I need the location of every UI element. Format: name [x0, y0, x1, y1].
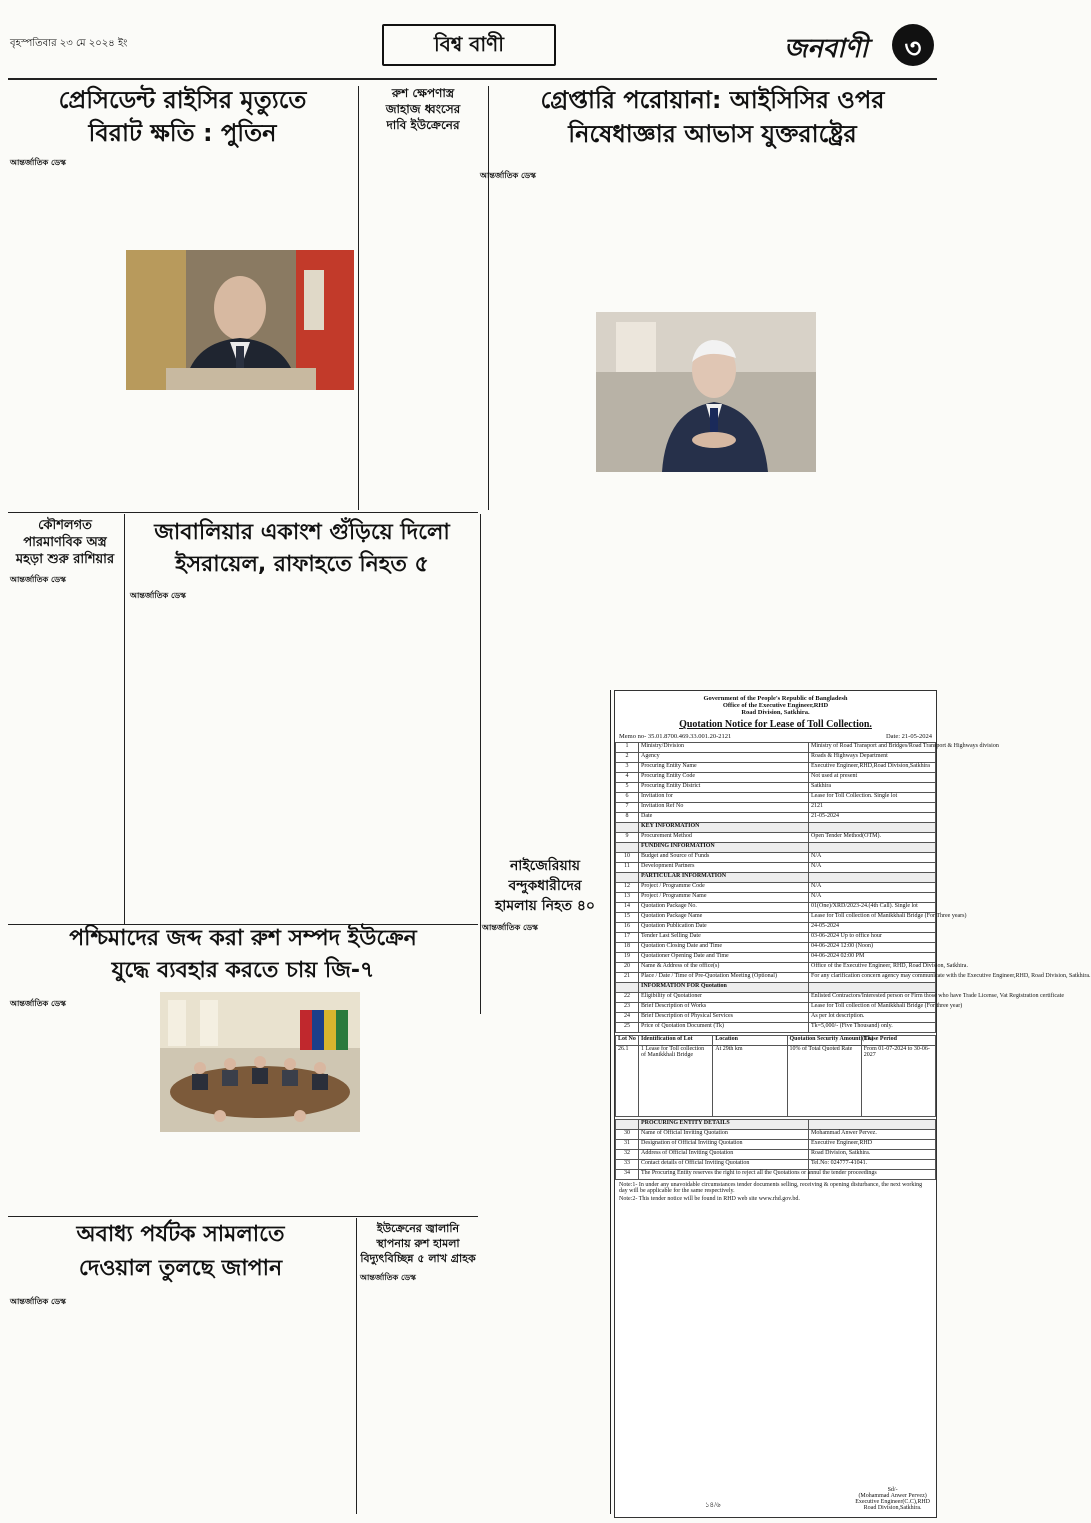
- notice-cell-k: Place / Date / Time of Pre-Quotation Meeting (Optional): [639, 973, 809, 983]
- notice-row: [616, 853, 936, 863]
- entity-cell-k: Contact details of Official Inviting Quotation: [639, 1160, 809, 1170]
- notice-entity-table: [615, 1119, 936, 1180]
- entity-cell-v: [809, 1120, 936, 1130]
- notice-cell-v: N/A: [809, 893, 936, 903]
- entity-row: [616, 1150, 936, 1160]
- notice-cell-v: Ministry of Road Transport and Bridges/Road Transport & Highways division: [809, 743, 936, 753]
- notice-cell-v: Office of the Executive Engineer, RHD, Road Division, Satkhira.: [809, 963, 936, 973]
- entity-row: [616, 1130, 936, 1140]
- body-ukraine-power: [360, 1286, 478, 1512]
- notice-cell-n: 13: [616, 893, 639, 903]
- notice-cell-k: PARTICULAR INFORMATION: [639, 873, 809, 883]
- divider-putin: [358, 86, 359, 510]
- notice-row: [616, 943, 936, 953]
- body-japan-col1: [10, 1310, 122, 1512]
- desk-ukraine-power: আন্তর্জাতিক ডেস্ক: [360, 1273, 416, 1282]
- notice-cell-k: Procuring Entity District: [639, 783, 809, 793]
- divider-row4: [8, 1216, 478, 1217]
- notice-cell-n: 21: [616, 973, 639, 983]
- putin-photo: [126, 250, 354, 390]
- notice-cell-k: Invitation Ref No: [639, 803, 809, 813]
- entity-cell-k: The Procuring Entity reserves the right to reject all the Quotations or annul the tender proceedings: [639, 1170, 809, 1180]
- body-putin-col3: [242, 154, 354, 248]
- entity-cell-v: Tel.No: 024777-41041.: [809, 1160, 936, 1170]
- notice-cell-k: Brief Description of Physical Services: [639, 1013, 809, 1023]
- lot-identification: 1 Lease for Toll collection of Manikkhali Bridge: [639, 1046, 713, 1117]
- quotation-notice: [614, 690, 1091, 1518]
- headline-nigeria-1: নাইজেরিয়ায়: [509, 858, 581, 874]
- notice-cell-v: Not used at present: [809, 773, 936, 783]
- lot-header-no: Lot No: [616, 1036, 639, 1046]
- notice-row: [616, 883, 936, 893]
- notice-cell-v: As per lot description.: [809, 1013, 936, 1023]
- notice-cell-v: 21-05-2024: [809, 813, 936, 823]
- notice-row: [616, 933, 936, 943]
- notice-cell-n: 16: [616, 923, 639, 933]
- notice-cell-k: INFORMATION FOR Quotation: [639, 983, 809, 993]
- notice-cell-v: Tk=5,000/- (Five Thousand) only.: [809, 1023, 936, 1033]
- notice-cell-n: [616, 823, 639, 833]
- notice-cell-n: 19: [616, 953, 639, 963]
- notice-cell-v: Open Tender Method(OTM).: [809, 833, 936, 843]
- notice-row: [616, 753, 936, 763]
- notice-cell-k: Quotation Package No.: [639, 903, 809, 913]
- notice-cell-v: N/A: [809, 883, 936, 893]
- body-japan-col2: [126, 1296, 238, 1512]
- notice-cell-k: Price of Quotation Document (Tk): [639, 1023, 809, 1033]
- headline-nigeria-3: হামলায় নিহত ৪০: [494, 898, 596, 914]
- headline-ukraine-power-1: ইউক্রেনের জ্বালানি: [376, 1222, 460, 1235]
- notice-cell-n: 9: [616, 833, 639, 843]
- sign-line-1: Sd/-: [887, 1487, 898, 1493]
- body-jabalia-col2: [248, 586, 360, 922]
- notice-row: [616, 973, 936, 983]
- notice-row: [616, 813, 936, 823]
- notice-cell-k: Procuring Entity Code: [639, 773, 809, 783]
- notice-cell-k: Name & Address of the office(s): [639, 963, 809, 973]
- entity-cell-v: Road Division, Satkhira.: [809, 1150, 936, 1160]
- notice-row: [616, 963, 936, 973]
- notice-cell-k: Project / Programme Name: [639, 893, 809, 903]
- entity-cell-n: 31: [616, 1140, 639, 1150]
- notice-cell-v: Executive Engineer,RHD,Road Division,Satkhira: [809, 763, 936, 773]
- notice-gov-1: Government of the People's Republic of Bangladesh: [703, 695, 848, 702]
- notice-cell-k: Development Partners: [639, 863, 809, 873]
- notice-row: [616, 763, 936, 773]
- body-icc-col2b: [596, 474, 704, 684]
- notice-cell-v: Lease for Toll collection of Manikkhali Bridge (For three year): [809, 1003, 936, 1013]
- lot-header-row: [616, 1036, 936, 1046]
- notice-cell-v: Lease for Toll Collection. Single lot: [809, 793, 936, 803]
- section-title: বিশ্ব বাণী: [434, 32, 504, 56]
- body-g7-col3: [262, 1134, 360, 1214]
- body-putin-col2: [126, 154, 238, 248]
- headline-icc-2: নিষেধাজ্ঞার আভাস যুক্তরাষ্ট্রের: [568, 120, 857, 148]
- notice-cell-v: [809, 823, 936, 833]
- notice-cell-k: Tender Last Selling Date: [639, 933, 809, 943]
- notice-note-1: Note:1- In under any unavoidable circumstances tender documents selling, receiving & opening disturbance, the next working day will be applicable for the same respectively.: [619, 1182, 923, 1194]
- divider-drill: [124, 514, 125, 924]
- entity-cell-k: Address of Official Inviting Quotation: [639, 1150, 809, 1160]
- notice-cell-n: 12: [616, 883, 639, 893]
- lot-security: 10% of Total Quoted Rate: [787, 1046, 861, 1117]
- headline-russia-drill-3: মহড়া শুরু রাশিয়ার: [15, 552, 115, 567]
- notice-row: [616, 843, 936, 853]
- lot-header-location: Location: [713, 1036, 787, 1046]
- body-putin-col1: [10, 170, 122, 510]
- masthead-date: বৃহস্পতিবার ২৩ মে ২০২৪ ইং: [10, 38, 128, 49]
- notice-cell-v: 04-06-2024 12:00 (Noon): [809, 943, 936, 953]
- body-putin-col2b: [126, 392, 238, 510]
- divider-jabalia: [480, 514, 481, 1014]
- notice-row: [616, 953, 936, 963]
- notice-cell-k: Quotation Closing Date and Time: [639, 943, 809, 953]
- body-g7-col1: [10, 1012, 158, 1162]
- headline-japan-1: অবাধ্য পর্যটক সামলাতে: [76, 1222, 285, 1247]
- notice-cell-k: Budget and Source of Funds: [639, 853, 809, 863]
- notice-cell-v: 01(One)/XRD/2023-24.(4th Call). Single lot: [809, 903, 936, 913]
- headline-russia-drill-2: পারমাণবিক অস্ত্র: [23, 535, 107, 550]
- notice-cell-v: 03-06-2024 Up to office hour: [809, 933, 936, 943]
- notice-cell-n: 2: [616, 753, 639, 763]
- masthead-logo: জনবাণী: [784, 34, 868, 64]
- notice-cell-n: 18: [616, 943, 639, 953]
- entity-row: [616, 1160, 936, 1170]
- notice-row: [616, 913, 936, 923]
- desk-russia-drill: আন্তর্জাতিক ডেস্ক: [10, 575, 66, 584]
- notice-row: [616, 873, 936, 883]
- headline-jabalia-1: জাবালিয়ার একাংশ গুঁড়িয়ে দিলো: [154, 520, 450, 545]
- headline-ukraine-ship-2: জাহাজ ধ্বংসের: [385, 102, 461, 116]
- body-icc-col1: [480, 182, 592, 742]
- entity-cell-k: PROCURING ENTITY DETAILS: [639, 1120, 809, 1130]
- body-icc-col2: [596, 160, 704, 310]
- headline-g7-2: যুদ্ধে ব্যবহার করতে চায় জি-৭: [111, 958, 375, 983]
- headline-nigeria-2: বন্দুকধারীদের: [508, 878, 582, 894]
- desk-g7: আন্তর্জাতিক ডেস্ক: [10, 999, 66, 1008]
- headline-ukraine-ship-1: রুশ ক্ষেপণাস্ত্র: [391, 86, 455, 100]
- notice-main-table: [615, 742, 1091, 1033]
- notice-cell-n: 23: [616, 1003, 639, 1013]
- entity-cell-n: 33: [616, 1160, 639, 1170]
- notice-cell-n: 15: [616, 913, 639, 923]
- notice-cell-v: [809, 873, 936, 883]
- notice-cell-n: 20: [616, 963, 639, 973]
- notice-cell-k: Date: [639, 813, 809, 823]
- notice-cell-v: N/A: [809, 853, 936, 863]
- notice-cell-k: Project / Programme Code: [639, 883, 809, 893]
- desk-japan: আন্তর্জাতিক ডেস্ক: [10, 1297, 66, 1306]
- notice-cell-k: Brief Description of Works: [639, 1003, 809, 1013]
- notice-gov-2: Office of the Executive Engineer,RHD: [722, 702, 829, 709]
- notice-gov-3: Road Division, Satkhira.: [741, 709, 810, 716]
- notice-row: [616, 1023, 936, 1033]
- masthead: [0, 0, 945, 78]
- notice-cell-k: Agency: [639, 753, 809, 763]
- notice-cell-k: FUNDING INFORMATION: [639, 843, 809, 853]
- g7-photo: [160, 992, 360, 1132]
- notice-cell-n: 17: [616, 933, 639, 943]
- headline-russia-drill-1: কৌশলগত: [38, 518, 92, 533]
- notice-cell-v: Roads & Highways Department: [809, 753, 936, 763]
- headline-ukraine-power-2: স্থাপনায় রুশ হামলা: [376, 1237, 460, 1250]
- divider-japan: [356, 1218, 357, 1514]
- body-ukraine-ship: [362, 150, 484, 510]
- masthead-rule: [8, 78, 937, 80]
- divider-nigeria: [610, 690, 611, 1514]
- notice-row: [616, 1013, 936, 1023]
- notice-row: [616, 823, 936, 833]
- entity-cell-k: Name of Official Inviting Quotation: [639, 1130, 809, 1140]
- entity-cell-k: Designation of Official Inviting Quotation: [639, 1140, 809, 1150]
- notice-row: [616, 803, 936, 813]
- sign-line-3: Executive Engineer(C.C),RHD: [855, 1499, 930, 1505]
- entity-row: [616, 1140, 936, 1150]
- notice-cell-n: [616, 873, 639, 883]
- entity-row: [616, 1120, 936, 1130]
- divider-row3: [8, 924, 478, 925]
- notice-cell-v: [809, 983, 936, 993]
- notice-cell-n: 24: [616, 1013, 639, 1023]
- notice-cell-n: [616, 843, 639, 853]
- notice-row: [616, 793, 936, 803]
- notice-cell-v: For any clarification concern agency may communicate with the Executive Engineer,RHD, Road Division, Satkhira.: [809, 973, 936, 983]
- entity-cell-v: Executive Engineer,RHD: [809, 1140, 936, 1150]
- notice-lot-table: [615, 1035, 936, 1117]
- notice-cell-n: 22: [616, 993, 639, 1003]
- notice-cell-n: 14: [616, 903, 639, 913]
- notice-row: [616, 993, 936, 1003]
- notice-cell-k: Eligibility of Quotationer: [639, 993, 809, 1003]
- headline-putin-2: বিরাট ক্ষতি : পুতিন: [88, 119, 277, 147]
- notice-note-2: Note:2- This tender notice will be found in RHD web site www.rhd.gov.bd.: [619, 1196, 800, 1202]
- body-nigeria: [482, 936, 608, 1512]
- notice-cell-n: 4: [616, 773, 639, 783]
- notice-cell-v: 24-05-2024: [809, 923, 936, 933]
- notice-row: [616, 833, 936, 843]
- lot-header-period: Lease Period: [861, 1036, 935, 1046]
- body-russia-drill: [10, 586, 122, 922]
- notice-cell-v: N/A: [809, 863, 936, 873]
- notice-memo: Memo no- 35.01.8700.469.33.001.20-2121: [619, 733, 732, 740]
- sign-line-2: (Mohammad Anwer Pervez): [858, 1493, 927, 1499]
- desk-nigeria: আন্তর্জাতিক ডেস্ক: [482, 923, 538, 932]
- lot-header-security: Quotation Security Amount (Tk): [787, 1036, 861, 1046]
- body-g7-col2: [160, 1134, 258, 1214]
- body-g7-col4: [364, 994, 478, 1214]
- desk-icc: আন্তর্জাতিক ডেস্ক: [480, 171, 536, 180]
- notice-cell-n: 1: [616, 743, 639, 753]
- headline-icc-1: গ্রেপ্তারি পরোয়ানা: আইসিসির ওপর: [540, 86, 885, 114]
- notice-cell-k: Procuring Entity Name: [639, 763, 809, 773]
- notice-cell-n: 5: [616, 783, 639, 793]
- notice-row: [616, 903, 936, 913]
- desk-putin: আন্তর্জাতিক ডেস্ক: [10, 158, 66, 167]
- notice-cell-k: KEY INFORMATION: [639, 823, 809, 833]
- body-jabalia-col3: [364, 586, 478, 922]
- notice-cell-n: 25: [616, 1023, 639, 1033]
- headline-ukraine-power-3: বিদ্যুৎবিচ্ছিন্ন ৫ লাখ গ্রাহক: [360, 1252, 476, 1265]
- notice-row: [616, 783, 936, 793]
- notice-cell-v: Lease for Toll collection of Manikkhali Bridge (For Three years): [809, 913, 936, 923]
- notice-row: [616, 923, 936, 933]
- headline-jabalia-2: ইসরায়েল, রাফাহতে নিহত ৫: [175, 552, 429, 577]
- notice-memo-row: [615, 733, 936, 740]
- entity-cell-n: 30: [616, 1130, 639, 1140]
- lot-no: 26.1: [616, 1046, 639, 1117]
- desk-jabalia: আন্তর্জাতিক ডেস্ক: [130, 591, 186, 600]
- notice-cell-n: 6: [616, 793, 639, 803]
- entity-cell-n: 34: [616, 1170, 639, 1180]
- notice-cell-k: Ministry/Division: [639, 743, 809, 753]
- body-japan-col3: [242, 1296, 354, 1512]
- notice-cell-v: Enlisted Contractors/Interested person or Firm those who have Trade License, Vat Registration certificate: [809, 993, 936, 1003]
- headline-g7-1: পশ্চিমাদের জব্দ করা রুশ সম্পদ ইউক্রেন: [69, 926, 417, 951]
- headline-ukraine-ship-3: দাবি ইউক্রেনের: [386, 118, 460, 132]
- entity-cell-n: [616, 1120, 639, 1130]
- notice-cell-n: [616, 983, 639, 993]
- notice-row: [616, 863, 936, 873]
- notice-cell-n: 7: [616, 803, 639, 813]
- notice-row: [616, 983, 936, 993]
- entity-cell-v: Mohammad Anwer Pervez.: [809, 1130, 936, 1140]
- notice-row: [616, 773, 936, 783]
- notice-cell-k: Quotationer Opening Date and Time: [639, 953, 809, 963]
- body-jabalia-col1: [126, 602, 244, 922]
- notice-cell-v: [809, 843, 936, 853]
- body-icc-col4: [820, 160, 935, 688]
- notice-cell-v: Satkhira: [809, 783, 936, 793]
- entity-cell-n: 32: [616, 1150, 639, 1160]
- divider-row2: [8, 512, 478, 513]
- entity-row: [616, 1170, 936, 1180]
- headline-japan-2: দেওয়াল তুলছে জাপান: [78, 1256, 283, 1281]
- notice-cell-n: 11: [616, 863, 639, 873]
- notice-cell-n: 8: [616, 813, 639, 823]
- notice-cell-k: Invitation for: [639, 793, 809, 803]
- notice-signature: [855, 1487, 930, 1511]
- page-number: ৩: [904, 34, 922, 64]
- notice-ad-code: ১৪/৬: [705, 1501, 721, 1509]
- lot-location: At 29th km: [713, 1046, 787, 1117]
- lot-header-identification: Identification of Lot: [639, 1036, 713, 1046]
- biden-photo: [596, 312, 816, 472]
- notice-cell-k: Quotation Package Name: [639, 913, 809, 923]
- body-putin-col3b: [242, 392, 354, 510]
- notice-cell-v: 2121: [809, 803, 936, 813]
- headline-putin-1: প্রেসিডেন্ট রাইসির মৃত্যুতে: [58, 86, 307, 114]
- lot-period: From 01-07-2024 to 30-06-2027: [861, 1046, 935, 1117]
- body-icc-col3: [708, 160, 816, 310]
- notice-cell-v: 04-06-2024 02:00 PM: [809, 953, 936, 963]
- notice-cell-n: 10: [616, 853, 639, 863]
- body-icc-col3b: [708, 474, 816, 684]
- lot-row: [616, 1046, 936, 1117]
- notice-cell-n: 3: [616, 763, 639, 773]
- notice-title: Quotation Notice for Lease of Toll Collection.: [679, 719, 872, 730]
- notice-row: [616, 743, 936, 753]
- notice-cell-k: Procurement Method: [639, 833, 809, 843]
- notice-row: [616, 893, 936, 903]
- notice-row: [616, 1003, 936, 1013]
- notice-cell-k: Quotation Publication Date: [639, 923, 809, 933]
- notice-date: Date: 21-05-2024: [885, 733, 932, 740]
- sign-line-4: Road Division,Satkhira.: [863, 1505, 922, 1511]
